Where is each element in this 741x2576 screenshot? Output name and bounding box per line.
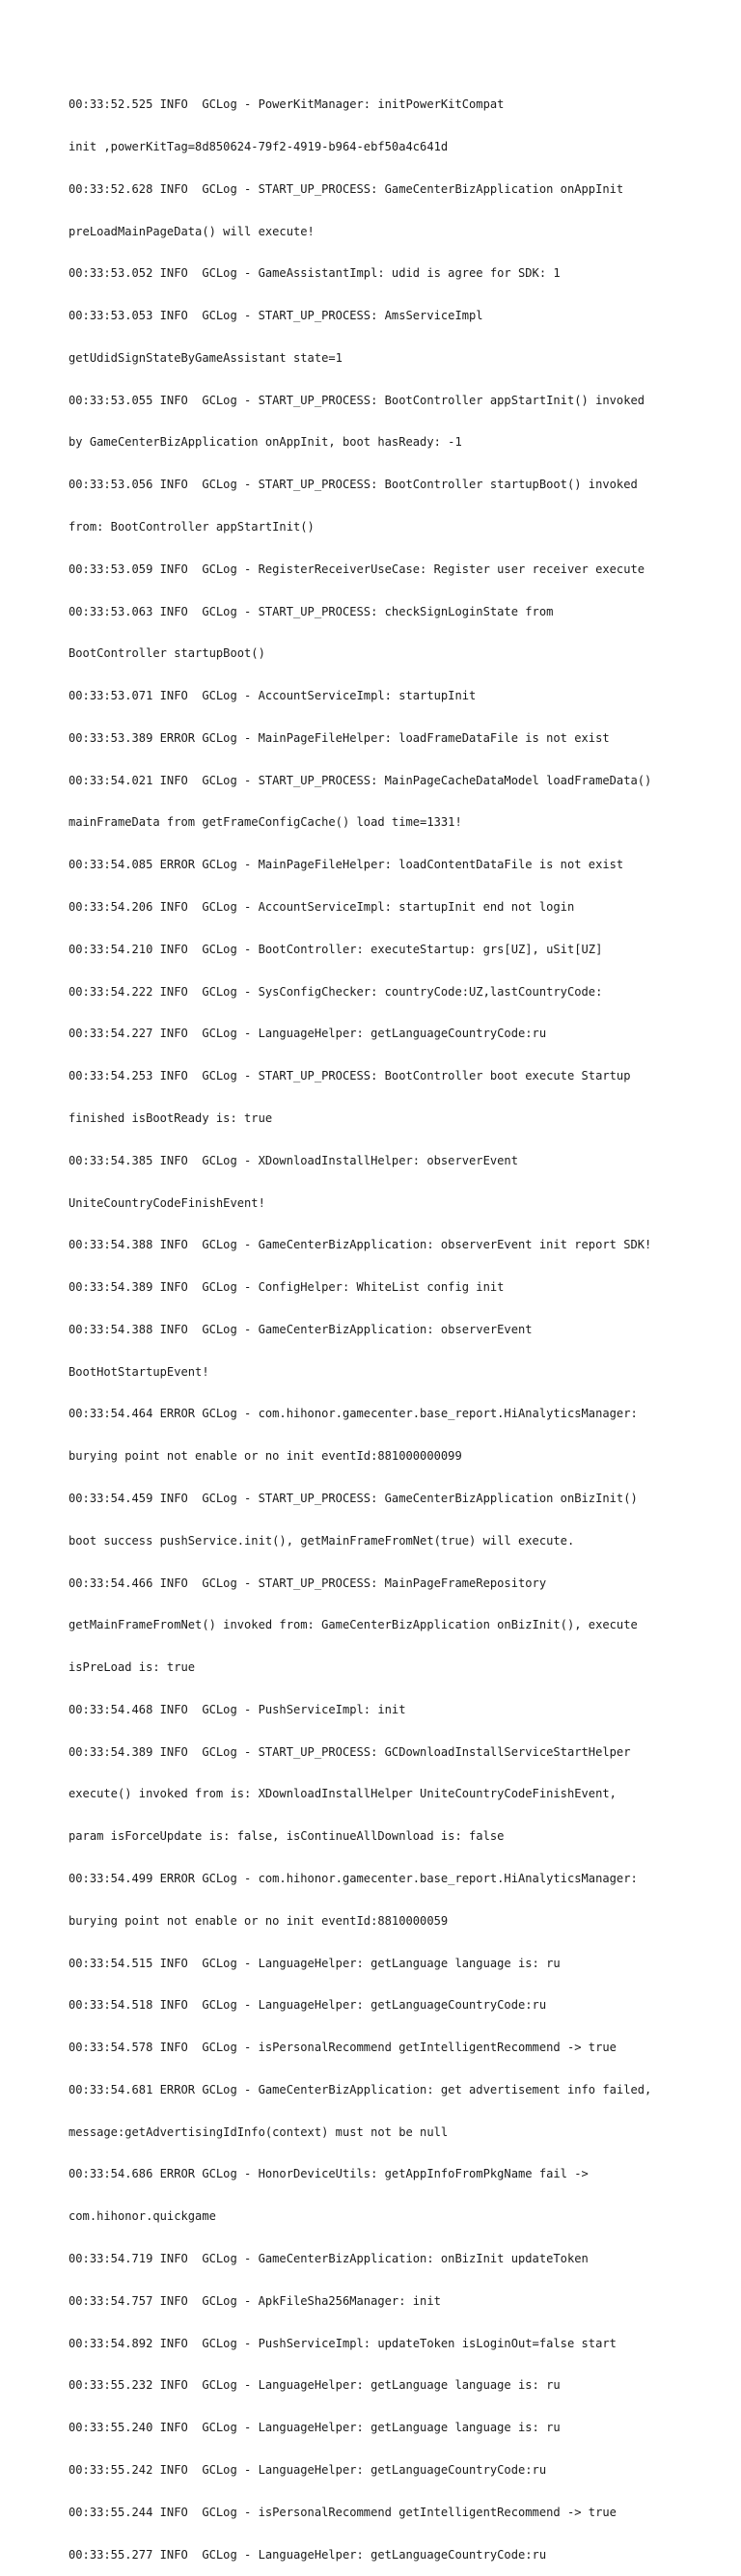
log-line: 00:33:53.053 INFO GCLog - START_UP_PROCESS: AmsServiceImpl <box>69 309 483 323</box>
log-line: 00:33:55.277 INFO GCLog - LanguageHelper: getLanguageCountryCode:ru <box>69 2547 547 2562</box>
log-line: preLoadMainPageData() will execute! <box>69 224 315 238</box>
log-document <box>69 69 734 2576</box>
log-line: 00:33:55.240 INFO GCLog - LanguageHelper: getLanguage language is: ru <box>69 2421 561 2435</box>
log-line: message:getAdvertisingIdInfo(context) must not be null <box>69 2124 449 2139</box>
log-line: boot success pushService.init(), getMainFrameFromNet(true) will execute. <box>69 1533 575 1548</box>
log-line: 00:33:53.052 INFO GCLog - GameAssistantImpl: udid is agree for SDK: 1 <box>69 266 561 281</box>
log-line: execute() invoked from is: XDownloadInstallHelper UniteCountryCodeFinishEvent, <box>69 1787 617 1801</box>
log-line: 00:33:54.681 ERROR GCLog - GameCenterBizApplication: get advertisement info failed, <box>69 2082 652 2096</box>
log-line: getMainFrameFromNet() invoked from: GameCenterBizApplication onBizInit(), execute <box>69 1618 638 1632</box>
log-line: 00:33:53.056 INFO GCLog - START_UP_PROCESS: BootController startupBoot() invoked <box>69 478 638 492</box>
log-line: 00:33:54.464 ERROR GCLog - com.hihonor.gamecenter.base_report.HiAnalyticsManager: <box>69 1407 638 1421</box>
log-line: 00:33:54.466 INFO GCLog - START_UP_PROCESS: MainPageFrameRepository <box>69 1576 547 1590</box>
log-line: 00:33:53.063 INFO GCLog - START_UP_PROCESS: checkSignLoginState from <box>69 604 554 618</box>
log-line: 00:33:54.227 INFO GCLog - LanguageHelper: getLanguageCountryCode:ru <box>69 1027 547 1041</box>
log-line: UniteCountryCodeFinishEvent! <box>69 1195 265 1210</box>
log-line: by GameCenterBizApplication onAppInit, boot hasReady: -1 <box>69 435 462 450</box>
log-line: 00:33:54.459 INFO GCLog - START_UP_PROCESS: GameCenterBizApplication onBizInit() <box>69 1491 638 1505</box>
log-line: 00:33:54.515 INFO GCLog - LanguageHelper: getLanguage language is: ru <box>69 1956 561 1970</box>
log-line: init ,powerKitTag=8d850624-79f2-4919-b964-ebf50a4c641d <box>69 139 449 153</box>
log-line: 00:33:54.518 INFO GCLog - LanguageHelper: getLanguageCountryCode:ru <box>69 1998 547 2013</box>
log-line: 00:33:54.719 INFO GCLog - GameCenterBizApplication: onBizInit updateToken <box>69 2252 589 2266</box>
log-line: 00:33:55.242 INFO GCLog - LanguageHelper: getLanguageCountryCode:ru <box>69 2462 547 2477</box>
log-line: 00:33:53.059 INFO GCLog - RegisterReceiverUseCase: Register user receiver execute <box>69 562 645 576</box>
log-line: 00:33:55.232 INFO GCLog - LanguageHelper: getLanguage language is: ru <box>69 2378 561 2393</box>
log-line: burying point not enable or no init eventId:8810000059 <box>69 1913 449 1928</box>
log-line: burying point not enable or no init eventId:881000000099 <box>69 1449 462 1464</box>
log-line: 00:33:52.628 INFO GCLog - START_UP_PROCESS: GameCenterBizApplication onAppInit <box>69 181 624 196</box>
log-line: 00:33:52.525 INFO GCLog - PowerKitManager: initPowerKitCompat <box>69 97 505 112</box>
log-line: isPreLoad is: true <box>69 1660 196 1675</box>
log-line: 00:33:54.253 INFO GCLog - START_UP_PROCESS: BootController boot execute Startup <box>69 1069 631 1083</box>
log-line: 00:33:54.222 INFO GCLog - SysConfigChecker: countryCode:UZ,lastCountryCode: <box>69 984 603 999</box>
log-line: 00:33:54.388 INFO GCLog - GameCenterBizApplication: observerEvent init report SDK! <box>69 1238 652 1252</box>
log-line: BootController startupBoot() <box>69 646 265 661</box>
log-line: from: BootController appStartInit() <box>69 520 315 534</box>
log-line: param isForceUpdate is: false, isContinueAllDownload is: false <box>69 1829 505 1844</box>
log-line: 00:33:54.206 INFO GCLog - AccountServiceImpl: startupInit end not login <box>69 900 575 915</box>
log-line: 00:33:53.055 INFO GCLog - START_UP_PROCESS: BootController appStartInit() invoked <box>69 393 645 407</box>
log-line: 00:33:54.085 ERROR GCLog - MainPageFileHelper: loadContentDataFile is not exist <box>69 858 624 872</box>
log-line: 00:33:53.071 INFO GCLog - AccountServiceImpl: startupInit <box>69 689 477 703</box>
log-line: 00:33:54.578 INFO GCLog - isPersonalRecommend getIntelligentRecommend -> true <box>69 2041 617 2055</box>
log-line: 00:33:54.210 INFO GCLog - BootController: executeStartup: grs[UZ], uSit[UZ] <box>69 942 603 956</box>
log-line: 00:33:55.244 INFO GCLog - isPersonalRecommend getIntelligentRecommend -> true <box>69 2505 617 2519</box>
log-line: finished isBootReady is: true <box>69 1110 273 1125</box>
log-line: 00:33:54.757 INFO GCLog - ApkFileSha256Manager: init <box>69 2293 441 2308</box>
log-line: 00:33:54.389 INFO GCLog - ConfigHelper: WhiteList config init <box>69 1280 505 1295</box>
log-line: 00:33:53.389 ERROR GCLog - MainPageFileHelper: loadFrameDataFile is not exist <box>69 730 610 745</box>
log-line: 00:33:54.468 INFO GCLog - PushServiceImpl: init <box>69 1702 406 1716</box>
log-line: 00:33:54.499 ERROR GCLog - com.hihonor.gamecenter.base_report.HiAnalyticsManager: <box>69 1872 638 1885</box>
log-line: 00:33:54.021 INFO GCLog - START_UP_PROCESS: MainPageCacheDataModel loadFrameData() <box>69 773 652 787</box>
log-line: com.hihonor.quickgame <box>69 2209 216 2224</box>
log-line: 00:33:54.388 INFO GCLog - GameCenterBizApplication: observerEvent <box>69 1322 533 1336</box>
log-line: 00:33:54.892 INFO GCLog - PushServiceImpl: updateToken isLoginOut=false start <box>69 2336 617 2350</box>
log-line: 00:33:54.385 INFO GCLog - XDownloadInstallHelper: observerEvent <box>69 1153 518 1167</box>
log-line: 00:33:54.389 INFO GCLog - START_UP_PROCESS: GCDownloadInstallServiceStartHelper <box>69 1744 631 1759</box>
log-line: mainFrameData from getFrameConfigCache() load time=1331! <box>69 815 462 830</box>
log-line: getUdidSignStateByGameAssistant state=1 <box>69 350 343 365</box>
log-line: 00:33:54.686 ERROR GCLog - HonorDeviceUtils: getAppInfoFromPkgName fail -> <box>69 2167 589 2181</box>
log-line: BootHotStartupEvent! <box>69 1364 209 1379</box>
